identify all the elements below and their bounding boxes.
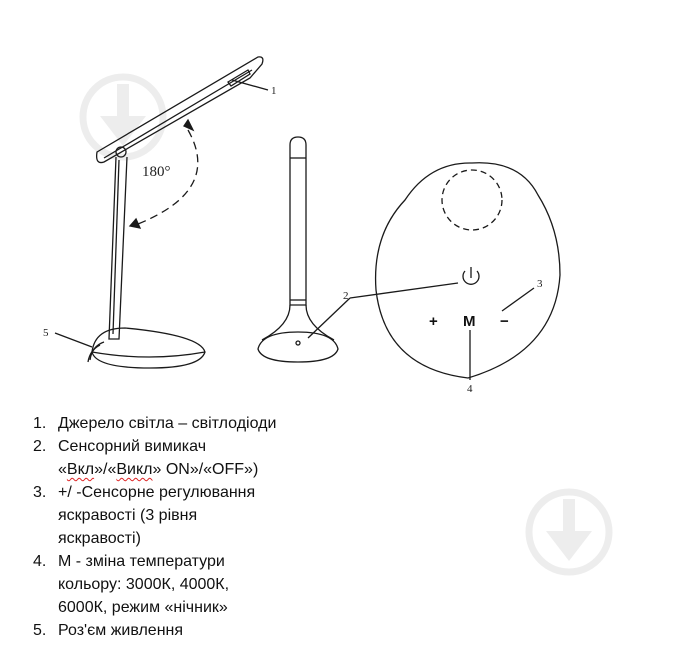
legend-text: Роз'єм живлення: [58, 622, 184, 639]
watermark-icon: [524, 487, 614, 577]
plus-control[interactable]: +: [429, 313, 438, 330]
parts-legend: [33, 412, 276, 642]
legend-text: +/ -Сенсорне регулювання: [58, 484, 256, 501]
minus-control[interactable]: −: [500, 313, 509, 330]
power-icon[interactable]: [463, 267, 479, 284]
legend-text: M - зміна температури: [58, 553, 225, 570]
legend-number: 2.: [33, 438, 47, 455]
legend-number: 5.: [33, 622, 47, 639]
legend-item: [33, 481, 276, 550]
legend-item: [33, 550, 276, 619]
legend-text: яскравості): [58, 530, 141, 547]
base-top-view: [376, 163, 560, 378]
legend-number: 4.: [33, 553, 47, 570]
callout-1: 1: [271, 85, 277, 97]
wireless-pad: [442, 170, 502, 230]
legend-number: 3.: [33, 484, 47, 501]
legend-text: «Вкл»/«Викл» ON»/«OFF»): [58, 461, 259, 478]
angle-label: 180°: [142, 164, 171, 180]
lamp-front-base: [258, 332, 338, 362]
legend-number: 1.: [33, 415, 47, 432]
mode-control[interactable]: M: [463, 313, 476, 330]
callout-4: 4: [467, 383, 473, 395]
callout-2: 2: [343, 290, 349, 302]
legend-item: [33, 619, 276, 642]
lamp-front-column: [290, 137, 306, 305]
legend-item: [33, 435, 276, 481]
callout-5: 5: [43, 327, 49, 339]
legend-item: [33, 412, 276, 435]
legend-text: 6000К, режим «нічник»: [58, 599, 228, 616]
callout-3: 3: [537, 278, 543, 290]
legend-text: кольору: 3000К, 4000К,: [58, 576, 230, 593]
legend-text: Сенсорний вимикач: [58, 438, 207, 455]
legend-text: яскравості (3 рівня: [58, 507, 198, 524]
legend-text: Джерело світла – світлодіоди: [58, 415, 277, 432]
